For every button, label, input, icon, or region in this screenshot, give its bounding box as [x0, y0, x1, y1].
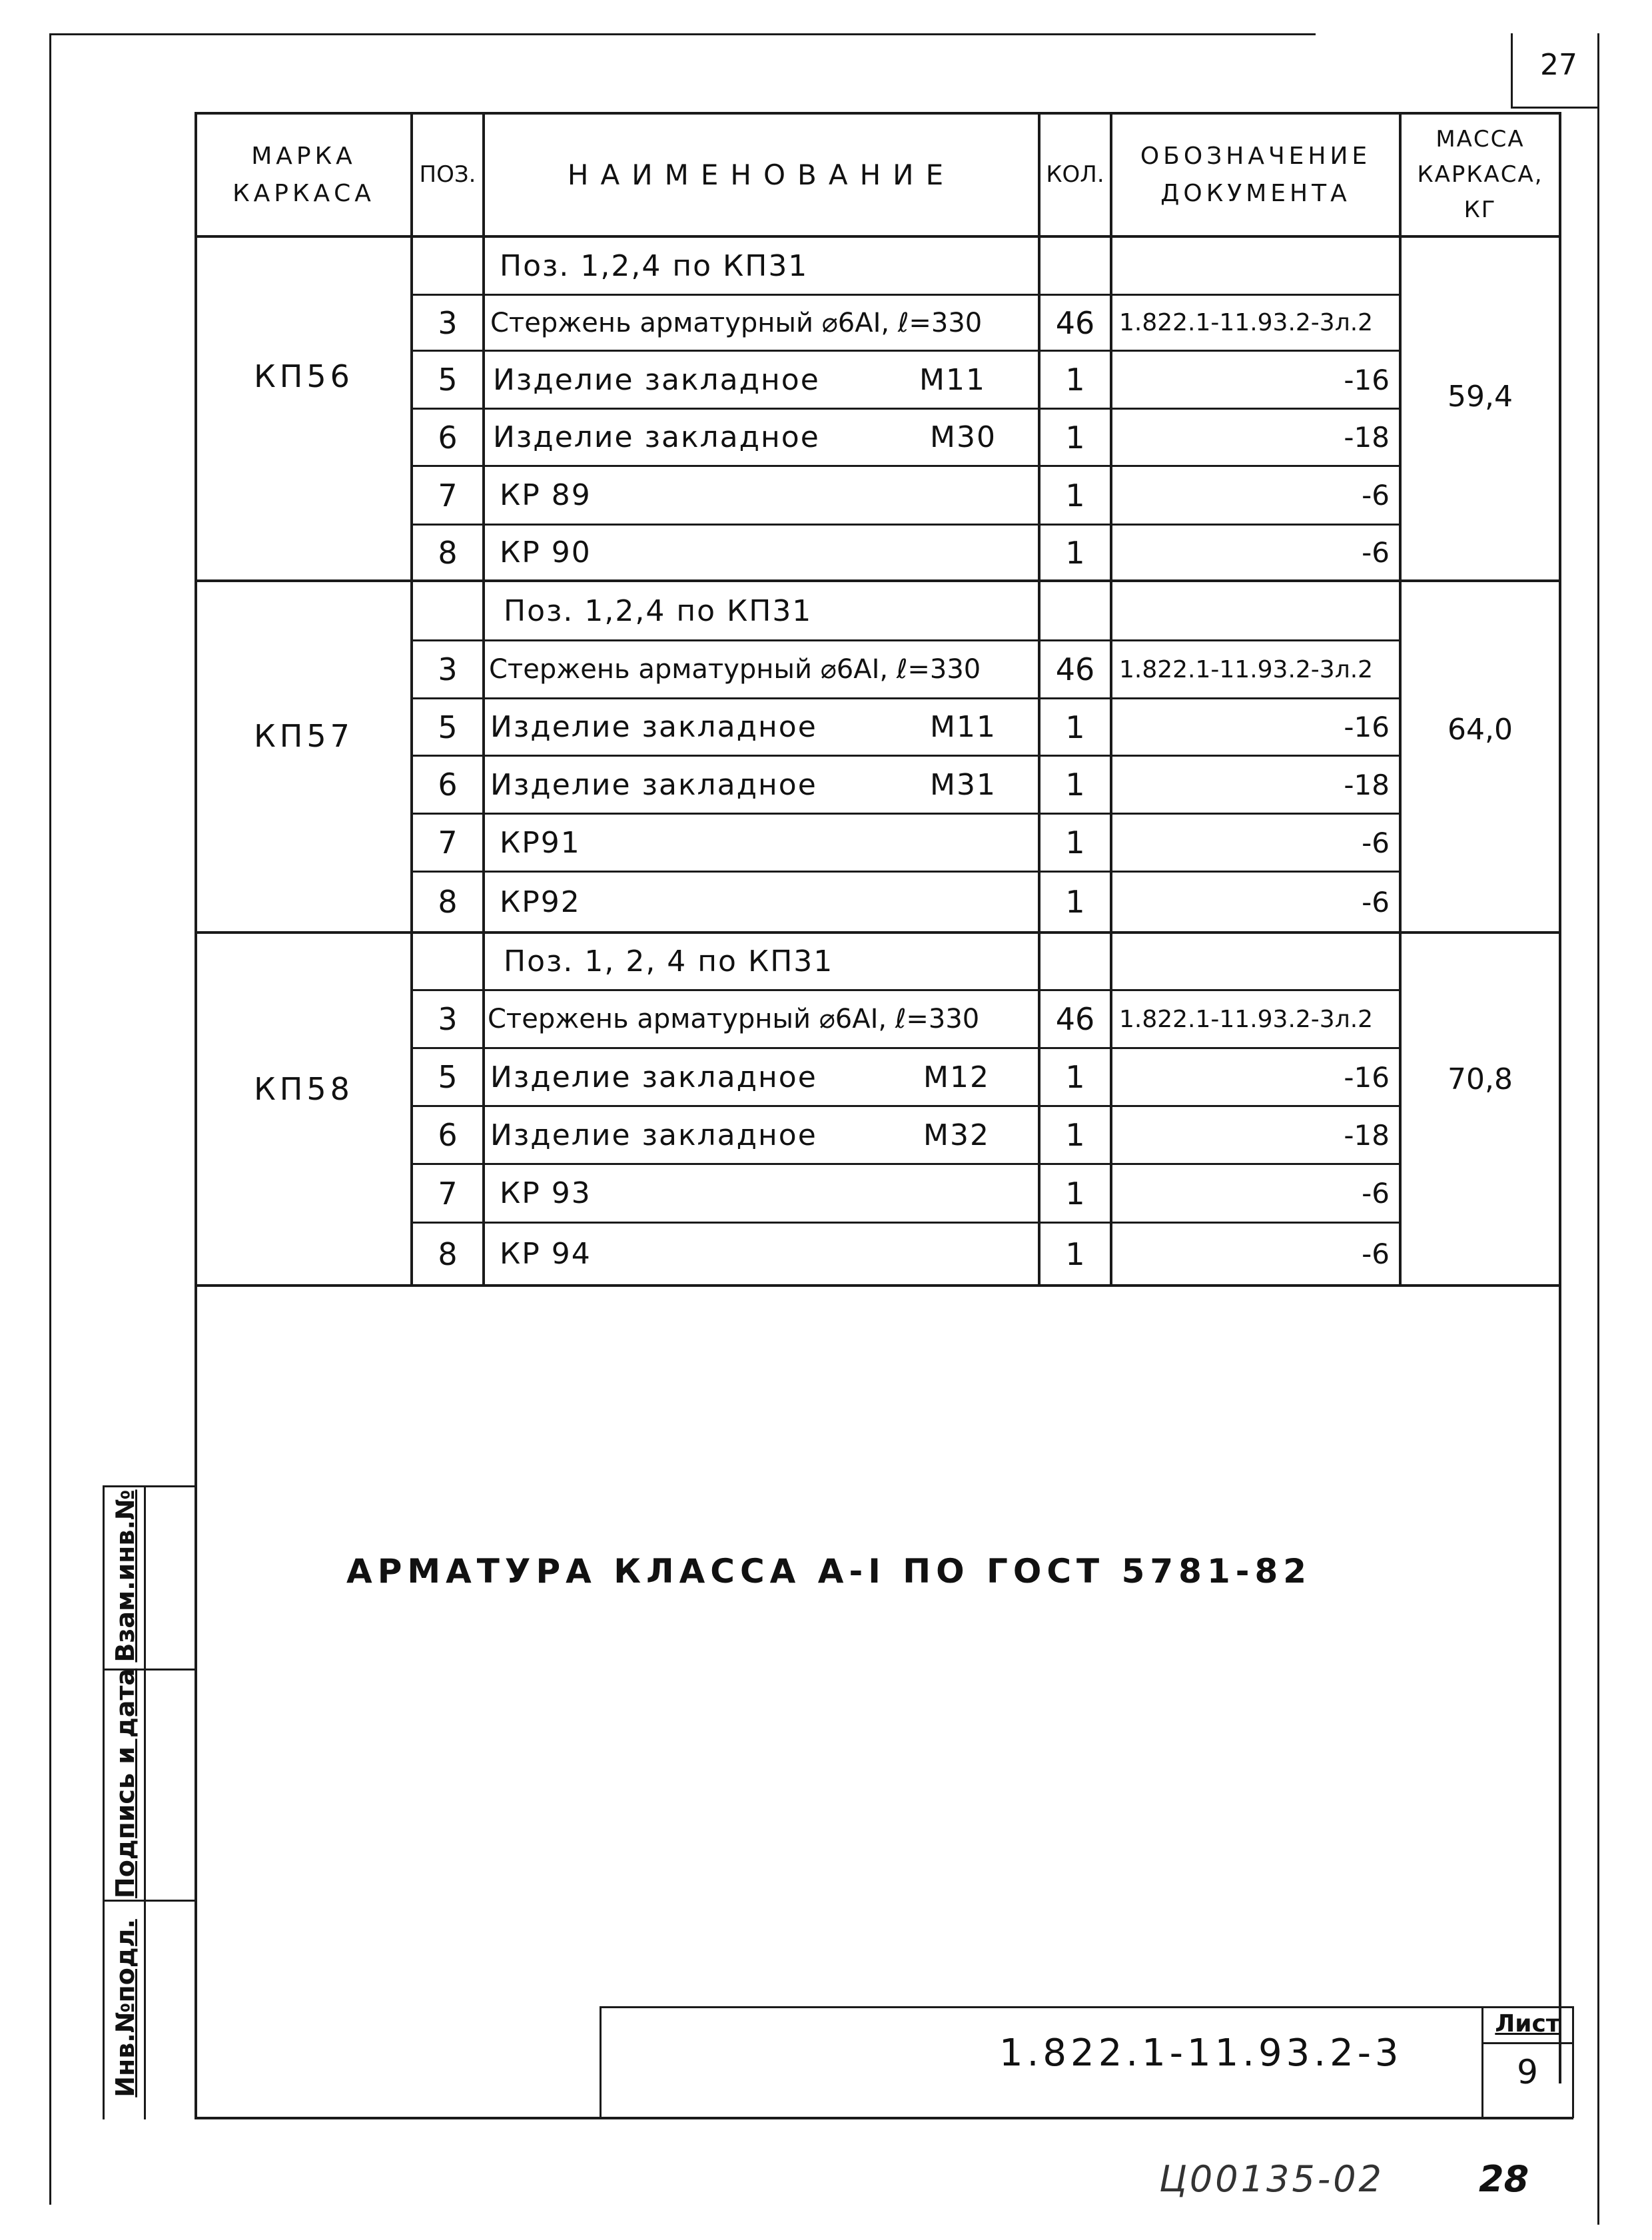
- name-cell: Изделие закладное: [493, 362, 820, 397]
- poz-cell: 3: [438, 304, 458, 341]
- doc-cell: 1.822.1-11.93.2-3л.2: [1119, 309, 1374, 336]
- name-cell: Изделие закладное: [493, 420, 820, 454]
- name-cell: Стержень арматурный ⌀6АI, ℓ=330: [490, 307, 983, 338]
- table-bottom-border: [195, 1284, 1561, 1287]
- kol-cell: 1: [1065, 709, 1085, 745]
- name-cell: КР 94: [500, 1237, 592, 1271]
- name-cell: Стержень арматурный ⌀6АI, ℓ=330: [488, 1004, 980, 1034]
- page-number-box-left: [1511, 33, 1513, 108]
- mark-cell: М11: [919, 362, 986, 397]
- mark-cell: М32: [923, 1118, 990, 1152]
- kol-cell: 46: [1055, 651, 1095, 687]
- table-row-ref: Поз. 1, 2, 4 по КП31: [504, 944, 834, 978]
- kol-cell: 1: [1065, 1117, 1085, 1153]
- doc-cell: 1.822.1-11.93.2-3л.2: [1119, 1005, 1374, 1033]
- page-number-bottom: 28: [1479, 2158, 1529, 2200]
- poz-cell: 7: [438, 1175, 458, 1212]
- stamp-vzam-inv: Взам.инв.№: [111, 1489, 140, 1663]
- name-cell: КР 93: [500, 1176, 592, 1210]
- sheet-box-right: [1572, 2006, 1574, 2118]
- name-cell: Изделие закладное: [490, 710, 817, 744]
- marka-cell: КП56: [254, 358, 354, 394]
- document-designation: 1.822.1-11.93.2-3: [999, 2032, 1403, 2075]
- header-kol: КОЛ.: [1046, 161, 1104, 188]
- sheet-box-left: [1481, 2006, 1483, 2118]
- name-cell: КР91: [500, 825, 581, 860]
- poz-cell: 5: [438, 709, 458, 745]
- doc-cell: -18: [1344, 421, 1390, 454]
- doc-cell: -16: [1344, 1060, 1390, 1094]
- title-block-top: [600, 2006, 1573, 2008]
- stamp-inv-podl: Инв.№подл.: [111, 1919, 140, 2097]
- kol-cell: 1: [1065, 825, 1085, 861]
- name-cell: КР 89: [500, 478, 592, 512]
- reinforcement-note: АРМАТУРА КЛАССА А-I ПО ГОСТ 5781-82: [346, 1552, 1312, 1591]
- stamp-mid-line: [144, 1485, 146, 2119]
- kol-cell: 1: [1065, 1059, 1085, 1095]
- poz-cell: 3: [438, 651, 458, 687]
- poz-cell: 6: [438, 419, 458, 456]
- kol-cell: 1: [1065, 1175, 1085, 1212]
- mark-cell: М30: [930, 420, 997, 454]
- table-row-ref: Поз. 1,2,4 по КП31: [504, 593, 813, 628]
- poz-cell: 3: [438, 1001, 458, 1037]
- kol-cell: 1: [1065, 884, 1085, 920]
- poz-cell: 6: [438, 1117, 458, 1153]
- doc-cell: 1.822.1-11.93.2-3л.2: [1119, 655, 1374, 683]
- stamp-podpis-data: Подпись и дата: [111, 1668, 140, 1899]
- kol-cell: 1: [1065, 477, 1085, 514]
- mass-cell: 59,4: [1447, 379, 1513, 414]
- poz-cell: 7: [438, 825, 458, 861]
- page-number-top: 27: [1540, 48, 1577, 82]
- header-poz: ПОЗ.: [419, 161, 476, 188]
- name-cell: Стержень арматурный ⌀6АI, ℓ=330: [489, 654, 981, 685]
- marka-cell: КП58: [254, 1071, 354, 1107]
- title-block-left: [600, 2006, 602, 2118]
- frame-top-line: [50, 33, 1316, 35]
- kol-cell: 1: [1065, 419, 1085, 456]
- header-mass: МАССА КАРКАСА, КГ: [1417, 126, 1543, 223]
- name-cell: КР 90: [500, 536, 592, 569]
- kol-cell: 1: [1065, 534, 1085, 571]
- kol-cell: 1: [1065, 362, 1085, 398]
- doc-cell: -6: [1362, 536, 1390, 569]
- header-doc: ОБОЗНАЧЕНИЕ ДОКУМЕНТА: [1140, 142, 1372, 207]
- page-bottom-border: [195, 2117, 1573, 2119]
- doc-cell: -18: [1344, 768, 1390, 801]
- poz-cell: 7: [438, 477, 458, 514]
- kol-cell: 46: [1055, 304, 1095, 341]
- sheet-number: 9: [1517, 2053, 1538, 2091]
- doc-cell: -6: [1362, 1238, 1390, 1270]
- kol-cell: 46: [1055, 1001, 1095, 1037]
- page-number-box-bottom: [1511, 107, 1599, 109]
- header-marka: МАРКА КАРКАСА: [232, 142, 375, 207]
- doc-cell: -18: [1344, 1118, 1390, 1152]
- frame-left-line: [49, 33, 51, 2205]
- mark-cell: М31: [930, 767, 997, 802]
- mark-cell: М11: [930, 710, 997, 744]
- archive-code: Ц00135-02: [1159, 2158, 1384, 2200]
- name-cell: Изделие закладное: [490, 1060, 817, 1094]
- poz-cell: 8: [438, 884, 458, 920]
- name-cell: КР92: [500, 885, 581, 919]
- doc-cell: -6: [1362, 826, 1390, 859]
- doc-cell: -16: [1344, 363, 1390, 396]
- poz-cell: 5: [438, 362, 458, 398]
- stamp-left-line: [103, 1485, 105, 2119]
- poz-cell: 6: [438, 767, 458, 803]
- kol-cell: 1: [1065, 767, 1085, 803]
- poz-cell: 5: [438, 1059, 458, 1095]
- name-cell: Изделие закладное: [490, 767, 817, 802]
- mass-cell: 64,0: [1447, 712, 1513, 747]
- table-row-ref: Поз. 1,2,4 по КП31: [500, 248, 809, 283]
- doc-cell: -16: [1344, 711, 1390, 743]
- poz-cell: 8: [438, 534, 458, 571]
- doc-cell: -6: [1362, 479, 1390, 512]
- header-name: НАИМЕНОВАНИЕ: [567, 158, 956, 191]
- doc-cell: -6: [1362, 1177, 1390, 1210]
- poz-cell: 8: [438, 1236, 458, 1272]
- table-right-border: [1559, 112, 1561, 2083]
- name-cell: Изделие закладное: [490, 1118, 817, 1152]
- marka-cell: КП57: [254, 718, 354, 754]
- mark-cell: М12: [923, 1060, 990, 1094]
- frame-right-line: [1597, 33, 1599, 2225]
- kol-cell: 1: [1065, 1236, 1085, 1272]
- sheet-box-sep: [1481, 2042, 1573, 2044]
- mass-cell: 70,8: [1447, 1062, 1513, 1096]
- doc-cell: -6: [1362, 885, 1390, 919]
- sheet-label: Лист: [1495, 2010, 1560, 2038]
